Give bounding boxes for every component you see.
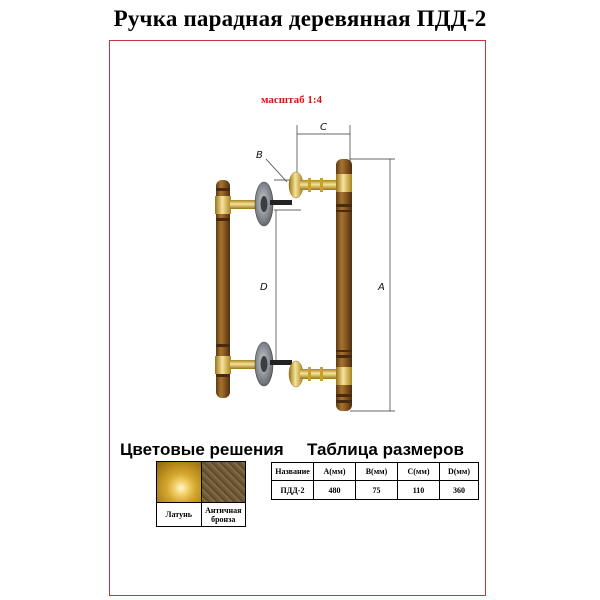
front-mount-bottom — [289, 361, 336, 387]
dimension-b-label: B — [256, 150, 263, 161]
color-option-label: Латунь — [165, 510, 192, 519]
dimension-a-label: A — [378, 282, 385, 293]
handle-drawing — [200, 112, 415, 422]
colors-heading: Цветовые решения — [120, 440, 284, 459]
table-header: C(мм) — [398, 463, 440, 481]
color-option-label: Античная бронза — [205, 505, 242, 524]
antique-bronze-swatch — [202, 462, 246, 503]
rear-mount-bottom — [230, 342, 273, 386]
color-option-antique-bronze — [201, 462, 246, 526]
table-cell: 480 — [314, 481, 356, 500]
scale-label: масштаб 1:4 — [261, 94, 323, 106]
front-mount-top — [289, 172, 336, 198]
table-header-row — [272, 463, 479, 481]
table-header: Название — [272, 463, 314, 481]
table-cell: ПДД-2 — [272, 481, 314, 500]
color-swatches — [156, 461, 246, 527]
table-header: A(мм) — [314, 463, 356, 481]
front-rail — [336, 159, 352, 411]
dimension-a — [350, 159, 395, 411]
table-row — [272, 481, 479, 500]
rear-rail — [215, 180, 231, 398]
color-option-brass — [157, 462, 201, 526]
table-header: B(мм) — [356, 463, 398, 481]
table-cell: 110 — [398, 481, 440, 500]
dimension-d-label: D — [260, 282, 268, 293]
page-title: Ручка парадная деревянная ПДД-2 — [113, 6, 487, 31]
table-cell: 360 — [440, 481, 479, 500]
bolt-top — [270, 200, 292, 205]
bolt-bottom — [270, 360, 292, 365]
size-table — [271, 462, 479, 500]
brass-swatch — [157, 462, 201, 503]
table-cell: 75 — [356, 481, 398, 500]
rear-mount-top — [230, 182, 273, 226]
table-header: D(мм) — [440, 463, 479, 481]
sizes-heading: Таблица размеров — [307, 440, 464, 459]
dimension-c-label: C — [320, 122, 327, 133]
